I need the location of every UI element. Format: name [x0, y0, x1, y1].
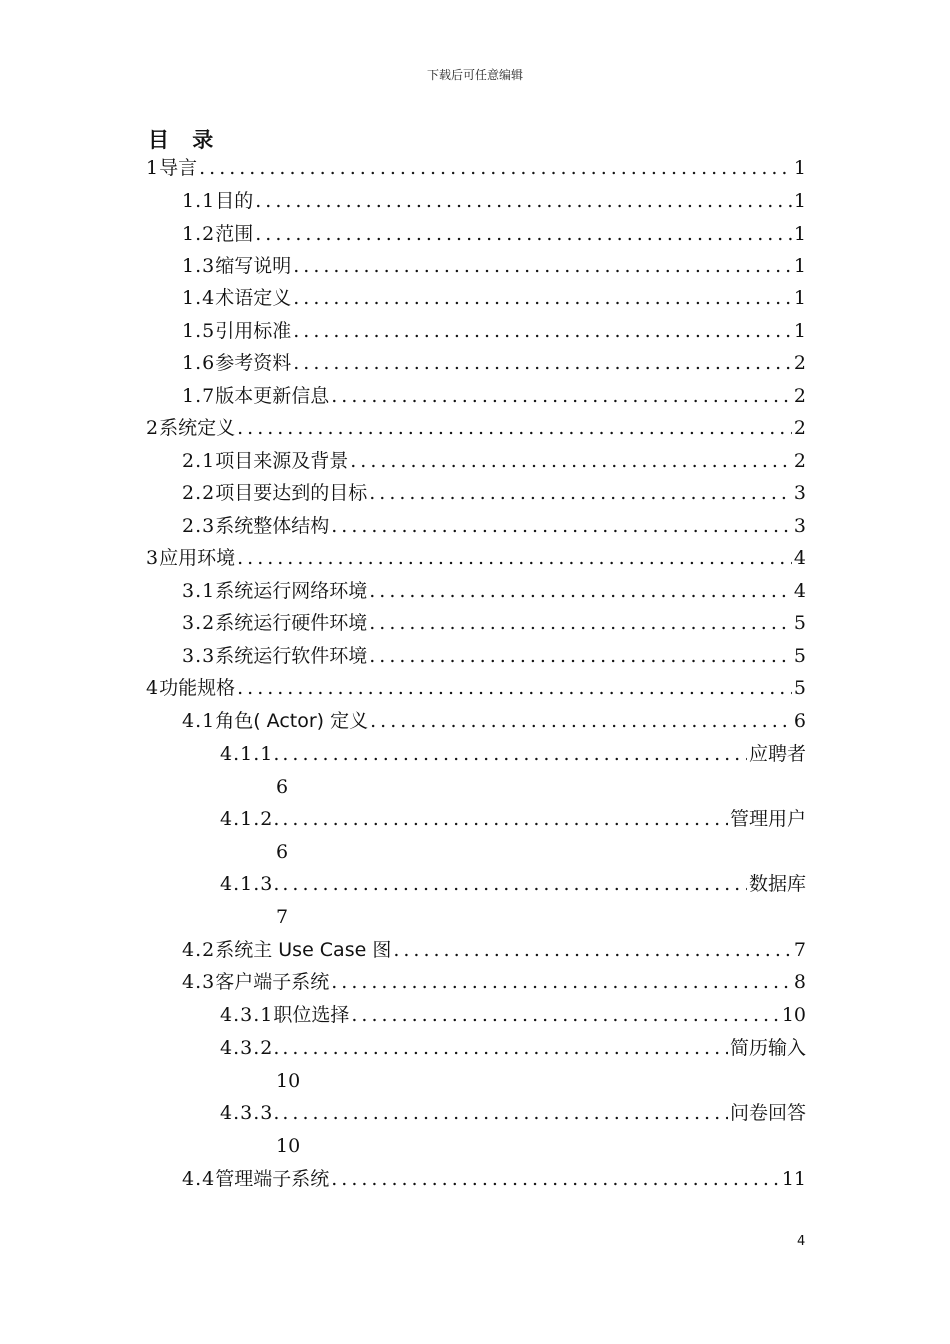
- toc-entry[interactable]: [220, 738, 806, 770]
- toc-entry-number: 1: [146, 157, 160, 179]
- toc-leader-dots: [293, 250, 792, 282]
- toc-entry-number: 1.7: [182, 385, 216, 407]
- toc-entry-page: 11: [781, 1168, 806, 1190]
- toc-entry[interactable]: [182, 1163, 806, 1195]
- toc-entry-number: 4.2: [182, 939, 216, 961]
- toc-entry-title: 目的: [215, 190, 254, 212]
- toc-entry-page: 6: [276, 841, 289, 863]
- toc-entry[interactable]: [182, 347, 806, 379]
- toc-leader-dots: [369, 640, 792, 672]
- toc-entry-number: 2.1: [182, 450, 216, 472]
- toc-entry[interactable]: [182, 966, 806, 998]
- toc-entry-number: 2.3: [182, 515, 216, 537]
- toc-entry[interactable]: [220, 999, 806, 1031]
- toc-leader-dots: [331, 966, 792, 998]
- toc-entry-title: 系统主 Use Case 图: [215, 939, 392, 961]
- toc-entry[interactable]: [146, 152, 806, 184]
- toc-entry-title: 项目来源及背景: [215, 450, 349, 472]
- toc-entry-title: 客户端子系统: [215, 971, 330, 993]
- toc-entry-page: 2: [793, 385, 806, 407]
- toc-entry-page: 1: [793, 223, 806, 245]
- toc-entry[interactable]: [182, 705, 806, 737]
- toc-entry-number: 4.4: [182, 1168, 216, 1190]
- toc-leader-dots: [331, 510, 792, 542]
- toc-entry-number: 1.2: [182, 223, 216, 245]
- toc-entry-page: 2: [793, 417, 806, 439]
- toc-leader-dots: [199, 152, 792, 184]
- toc-leader-dots: [293, 282, 792, 314]
- toc-entry-number: 4.1.2.: [220, 808, 281, 830]
- toc-entry[interactable]: [182, 934, 806, 966]
- toc-leader-dots: [255, 185, 792, 217]
- toc-leader-dots: [331, 1163, 780, 1195]
- toc-entry-page: 10: [276, 1070, 301, 1092]
- toc-leader-dots: [282, 1097, 728, 1129]
- toc-entry-page: 7: [793, 939, 806, 961]
- toc-leader-dots: [293, 315, 792, 347]
- toc-entry-title: 功能规格: [159, 677, 236, 699]
- toc-entry[interactable]: [182, 445, 806, 477]
- toc-entry-title: 数据库: [748, 873, 806, 895]
- toc-entry[interactable]: [182, 640, 806, 672]
- toc-leader-dots: [237, 672, 792, 704]
- toc-leader-dots: [293, 347, 792, 379]
- toc-entry-title: 角色( Actor) 定义: [215, 710, 369, 732]
- toc-entry-number: 2: [146, 417, 160, 439]
- toc-entry[interactable]: [220, 868, 806, 900]
- toc-entry[interactable]: [182, 477, 806, 509]
- toc-entry-page: 5: [793, 677, 806, 699]
- toc-entry[interactable]: [146, 672, 806, 704]
- toc-entry[interactable]: [220, 1032, 806, 1064]
- toc-entry-page: 7: [276, 906, 289, 928]
- toc-entry-page: 10: [781, 1004, 806, 1026]
- toc-entry-number: 3: [146, 547, 160, 569]
- toc-entry-title: 职位选择: [273, 1004, 350, 1026]
- toc-entry-number: 4.3.2.: [220, 1037, 281, 1059]
- toc-leader-dots: [351, 999, 779, 1031]
- toc-leader-dots: [237, 542, 792, 574]
- toc-leader-dots: [255, 218, 792, 250]
- toc-entry-number: 4: [146, 677, 160, 699]
- toc-leader-dots: [350, 445, 792, 477]
- toc-entry-title: 范围: [215, 223, 254, 245]
- toc-entry[interactable]: [182, 185, 806, 217]
- toc-entry-number: 4.3.1: [220, 1004, 274, 1026]
- toc-entry-number: 1.1: [182, 190, 216, 212]
- toc-entry-title: 管理用户: [729, 808, 806, 830]
- toc-entry-title: 引用标准: [215, 320, 292, 342]
- toc-entry-number: 1.3: [182, 255, 216, 277]
- toc-entry-page: 1: [793, 320, 806, 342]
- toc-entry-page: 1: [793, 287, 806, 309]
- toc-entry-number: 4.3: [182, 971, 216, 993]
- toc-leader-dots: [282, 1032, 728, 1064]
- toc-entry-title: 管理端子系统: [215, 1168, 330, 1190]
- toc-entry[interactable]: [182, 315, 806, 347]
- toc-entry[interactable]: [182, 510, 806, 542]
- toc-entry-title: 应聘者: [748, 743, 806, 765]
- toc-entry[interactable]: [182, 607, 806, 639]
- toc-entry-title: 术语定义: [215, 287, 292, 309]
- toc-entry-number: 4.1.1.: [220, 743, 281, 765]
- toc-entry-title: 缩写说明: [215, 255, 292, 277]
- toc-entry-title: 项目要达到的目标: [215, 482, 368, 504]
- toc-entry-page: 1: [793, 255, 806, 277]
- toc-leader-dots: [282, 738, 747, 770]
- toc-entry-title: 版本更新信息: [215, 385, 330, 407]
- toc-leader-dots: [369, 607, 792, 639]
- toc-entry[interactable]: [182, 575, 806, 607]
- toc-leader-dots: [370, 705, 792, 737]
- toc-entry-page: 10: [276, 1135, 301, 1157]
- toc-entry-number: 1.4: [182, 287, 216, 309]
- toc-entry-title: 系统运行网络环境: [215, 580, 368, 602]
- toc-entry-number: 3.2: [182, 612, 216, 634]
- toc-entry-title: 系统运行硬件环境: [215, 612, 368, 634]
- toc-leader-dots: [393, 934, 792, 966]
- toc-entry-page: 4: [793, 580, 806, 602]
- toc-entry[interactable]: [220, 803, 806, 835]
- toc-entry[interactable]: [146, 542, 806, 574]
- toc-entry-title: 问卷回答: [729, 1102, 806, 1124]
- toc-entry-title: 系统定义: [159, 417, 236, 439]
- toc-leader-dots: [369, 575, 792, 607]
- toc-leader-dots: [282, 803, 728, 835]
- toc-entry[interactable]: [182, 282, 806, 314]
- toc-entry-page: 8: [793, 971, 806, 993]
- toc-entry[interactable]: [182, 250, 806, 282]
- toc-entry-title: 系统运行软件环境: [215, 645, 368, 667]
- toc-leader-dots: [282, 868, 747, 900]
- toc-title: 目 录: [148, 128, 222, 152]
- toc-entry-title: 应用环境: [159, 547, 236, 569]
- toc-leader-dots: [237, 412, 792, 444]
- toc-entry-title: 参考资料: [215, 352, 292, 374]
- toc-entry-number: 4.1.3.: [220, 873, 281, 895]
- toc-entry-page: 2: [793, 352, 806, 374]
- toc-entry-page: 6: [276, 776, 289, 798]
- toc-entry-number: 3.1: [182, 580, 216, 602]
- toc-leader-dots: [331, 380, 792, 412]
- toc-entry-number: 2.2: [182, 482, 216, 504]
- toc-entry-page: 1: [793, 157, 806, 179]
- toc-entry[interactable]: [182, 380, 806, 412]
- toc-entry-page: 2: [793, 450, 806, 472]
- toc-entry-title: 简历输入: [729, 1037, 806, 1059]
- toc-entry-title: 系统整体结构: [215, 515, 330, 537]
- toc-entry-page: 1: [793, 190, 806, 212]
- page-number: 4: [797, 1234, 806, 1249]
- toc-entry-page: 5: [793, 612, 806, 634]
- toc-entry-page: 3: [793, 482, 806, 504]
- toc-entry[interactable]: [220, 1097, 806, 1129]
- toc-entry-number: 4.3.3.: [220, 1102, 281, 1124]
- toc-entry-page: 4: [793, 547, 806, 569]
- toc-entry-number: 1.5: [182, 320, 216, 342]
- toc-entry-number: 4.1: [182, 710, 216, 732]
- toc-entry-number: 3.3: [182, 645, 216, 667]
- toc-entry[interactable]: [146, 412, 806, 444]
- toc-entry[interactable]: [182, 218, 806, 250]
- toc-entry-page: 3: [793, 515, 806, 537]
- toc-entry-page: 6: [793, 710, 806, 732]
- page-header: 下载后可任意编辑: [426, 68, 523, 82]
- toc-leader-dots: [369, 477, 792, 509]
- toc-entry-number: 1.6: [182, 352, 216, 374]
- toc-entry-page: 5: [793, 645, 806, 667]
- toc-entry-title: 导言: [159, 157, 198, 179]
